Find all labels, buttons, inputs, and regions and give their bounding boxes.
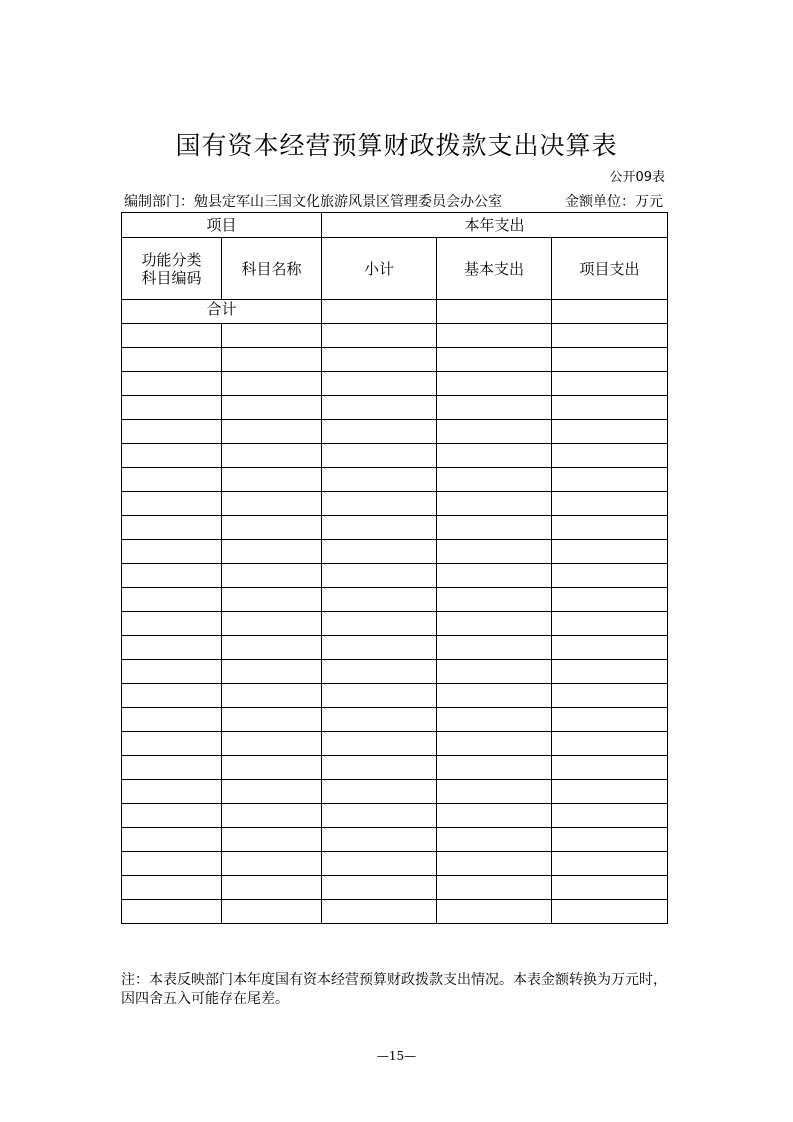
table-row xyxy=(122,396,668,420)
table-cell xyxy=(322,516,437,540)
table-row xyxy=(122,636,668,660)
table-cell xyxy=(322,372,437,396)
table-cell xyxy=(437,756,552,780)
total-subtotal xyxy=(322,300,437,324)
table-cell xyxy=(322,684,437,708)
table-cell xyxy=(222,900,322,924)
footnote: 注：本表反映部门本年度国有资本经营预算财政拨款支出情况。本表金额转换为万元时，因四舍五入可能存在尾差。 xyxy=(121,972,667,1007)
table-cell xyxy=(437,828,552,852)
table-cell xyxy=(437,348,552,372)
table-cell xyxy=(222,492,322,516)
form-number: 公开09表 xyxy=(609,170,665,185)
page-number: —15— xyxy=(376,1049,417,1063)
table-cell xyxy=(552,828,668,852)
total-basic xyxy=(437,300,552,324)
table-cell xyxy=(122,468,222,492)
table-row xyxy=(122,876,668,900)
table-cell xyxy=(552,684,668,708)
table-cell xyxy=(122,444,222,468)
table-cell xyxy=(437,900,552,924)
table-cell xyxy=(552,444,668,468)
table-cell xyxy=(122,348,222,372)
table-cell xyxy=(322,660,437,684)
table-cell xyxy=(222,516,322,540)
table-cell xyxy=(322,612,437,636)
table-row xyxy=(122,468,668,492)
table-cell xyxy=(552,876,668,900)
table-cell xyxy=(552,396,668,420)
table-row xyxy=(122,444,668,468)
table-cell xyxy=(322,828,437,852)
table-cell xyxy=(322,852,437,876)
table-cell xyxy=(122,900,222,924)
table-row xyxy=(122,564,668,588)
header-project-expenditure: 项目支出 xyxy=(552,238,668,300)
table-row xyxy=(122,420,668,444)
table-row xyxy=(122,516,668,540)
table-cell xyxy=(122,852,222,876)
table-cell xyxy=(437,588,552,612)
table-row xyxy=(122,732,668,756)
table-cell xyxy=(552,324,668,348)
header-func-code-line1: 功能分类 xyxy=(141,250,202,269)
table-cell xyxy=(437,516,552,540)
table-cell xyxy=(222,396,322,420)
table-cell xyxy=(322,348,437,372)
table-cell xyxy=(437,396,552,420)
table-cell xyxy=(552,756,668,780)
table-cell xyxy=(222,708,322,732)
table-cell xyxy=(122,708,222,732)
table-cell xyxy=(322,420,437,444)
table-row xyxy=(122,756,668,780)
header-current-year: 本年支出 xyxy=(322,213,668,238)
data-rows xyxy=(122,324,668,924)
table-cell xyxy=(322,396,437,420)
table-cell xyxy=(552,588,668,612)
header-row-1 xyxy=(122,213,668,238)
table-row xyxy=(122,660,668,684)
table-cell xyxy=(552,732,668,756)
table-cell xyxy=(222,540,322,564)
table-cell xyxy=(222,588,322,612)
table-cell xyxy=(122,684,222,708)
header-basic-expenditure: 基本支出 xyxy=(437,238,552,300)
department-label: 编制部门：勉县定军山三国文化旅游风景区管理委员会办公室 xyxy=(124,194,502,210)
table-cell xyxy=(322,708,437,732)
table-row xyxy=(122,900,668,924)
table-cell xyxy=(437,708,552,732)
table-cell xyxy=(437,660,552,684)
table-cell xyxy=(122,636,222,660)
table-cell xyxy=(222,828,322,852)
table-cell xyxy=(552,348,668,372)
table-cell xyxy=(322,732,437,756)
table-cell xyxy=(437,852,552,876)
table-row xyxy=(122,348,668,372)
table-cell xyxy=(122,588,222,612)
table-cell xyxy=(322,588,437,612)
table-cell xyxy=(437,324,552,348)
table-cell xyxy=(122,516,222,540)
table-cell xyxy=(122,660,222,684)
table-row xyxy=(122,708,668,732)
table-cell xyxy=(222,804,322,828)
table-cell xyxy=(222,468,322,492)
table-cell xyxy=(222,852,322,876)
header-func-code xyxy=(122,238,222,300)
table-cell xyxy=(222,420,322,444)
table-cell xyxy=(222,684,322,708)
table-cell xyxy=(552,900,668,924)
table-row xyxy=(122,612,668,636)
table-cell xyxy=(122,804,222,828)
expenditure-table xyxy=(121,212,668,924)
table-cell xyxy=(122,540,222,564)
table-cell xyxy=(552,780,668,804)
table-cell xyxy=(552,804,668,828)
table-cell xyxy=(122,612,222,636)
table-cell xyxy=(552,708,668,732)
table-row xyxy=(122,492,668,516)
header-subtotal: 小计 xyxy=(322,238,437,300)
table-cell xyxy=(122,564,222,588)
page-title: 国有资本经营预算财政拨款支出决算表 xyxy=(175,131,618,160)
table-cell xyxy=(322,756,437,780)
header-subject-name: 科目名称 xyxy=(222,238,322,300)
table-cell xyxy=(437,420,552,444)
table-cell xyxy=(222,636,322,660)
table-cell xyxy=(437,732,552,756)
table-cell xyxy=(222,756,322,780)
table-cell xyxy=(322,780,437,804)
table-cell xyxy=(222,324,322,348)
table-cell xyxy=(222,660,322,684)
total-project xyxy=(552,300,668,324)
table-row xyxy=(122,540,668,564)
table-cell xyxy=(322,444,437,468)
table-cell xyxy=(437,468,552,492)
table-cell xyxy=(437,372,552,396)
table-cell xyxy=(552,564,668,588)
table-cell xyxy=(222,876,322,900)
table-cell xyxy=(122,324,222,348)
table-cell xyxy=(437,444,552,468)
table-row xyxy=(122,684,668,708)
table-cell xyxy=(222,564,322,588)
header-func-code-line2: 科目编码 xyxy=(141,268,202,287)
table-cell xyxy=(552,636,668,660)
table-cell xyxy=(122,372,222,396)
table-cell xyxy=(222,732,322,756)
table-cell xyxy=(322,564,437,588)
table-row xyxy=(122,324,668,348)
table-cell xyxy=(122,780,222,804)
header-project: 项目 xyxy=(122,213,322,238)
table-cell xyxy=(222,612,322,636)
table-cell xyxy=(222,444,322,468)
total-row xyxy=(122,300,668,324)
table-cell xyxy=(437,564,552,588)
table-cell xyxy=(552,468,668,492)
table-cell xyxy=(122,420,222,444)
table-cell xyxy=(122,732,222,756)
table-cell xyxy=(322,876,437,900)
table-cell xyxy=(552,612,668,636)
table-cell xyxy=(552,420,668,444)
table-cell xyxy=(322,900,437,924)
table-cell xyxy=(552,660,668,684)
table-cell xyxy=(552,372,668,396)
table-cell xyxy=(437,636,552,660)
total-label: 合计 xyxy=(122,300,322,324)
table-cell xyxy=(122,876,222,900)
table-cell xyxy=(222,348,322,372)
unit-label: 金额单位：万元 xyxy=(565,194,663,210)
table-row xyxy=(122,372,668,396)
table-cell xyxy=(122,828,222,852)
table-cell xyxy=(437,804,552,828)
table-cell xyxy=(437,876,552,900)
table-cell xyxy=(322,804,437,828)
table-cell xyxy=(322,468,437,492)
table-cell xyxy=(552,516,668,540)
table-row xyxy=(122,804,668,828)
table-row xyxy=(122,588,668,612)
table-cell xyxy=(552,492,668,516)
table-cell xyxy=(437,780,552,804)
table-cell xyxy=(322,492,437,516)
table-cell xyxy=(122,396,222,420)
table-cell xyxy=(552,540,668,564)
header-row-2 xyxy=(122,238,668,300)
table-cell xyxy=(122,756,222,780)
table-cell xyxy=(437,684,552,708)
table-cell xyxy=(437,540,552,564)
table-row xyxy=(122,852,668,876)
table-cell xyxy=(322,636,437,660)
table-cell xyxy=(437,492,552,516)
table-cell xyxy=(552,852,668,876)
table-cell xyxy=(122,492,222,516)
table-row xyxy=(122,780,668,804)
table-cell xyxy=(322,324,437,348)
table-row xyxy=(122,828,668,852)
table-cell xyxy=(222,372,322,396)
table-cell xyxy=(222,780,322,804)
table-cell xyxy=(437,612,552,636)
table-cell xyxy=(322,540,437,564)
